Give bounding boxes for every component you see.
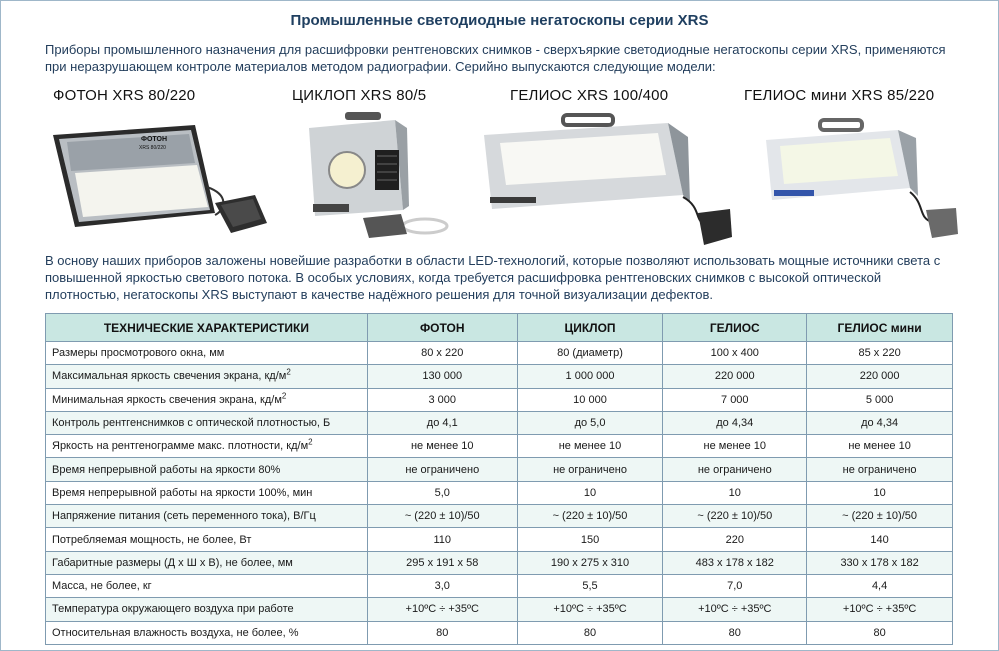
table-row [46,621,953,644]
page-title: Промышленные светодиодные негатоскопы серии XRS [290,12,709,29]
value-cell: до 5,0 [517,411,663,434]
value-cell: 5,0 [367,481,517,504]
value-cell: 110 [367,528,517,551]
model-label-tsiklop: ЦИКЛОП XRS 80/5 [292,87,427,104]
model-label-gelios-mini: ГЕЛИОС мини XRS 85/220 [744,87,935,104]
value-cell: не менее 10 [663,435,807,458]
param-cell: Максимальная яркость свечения экрана, $кд/м^2$ [46,365,368,388]
table-row [46,528,953,551]
value-cell: 10 [517,481,663,504]
value-cell: не ограничено [367,458,517,481]
value-cell: не ограничено [807,458,953,481]
value-cell: ~ (220 ± 10)/50 [807,505,953,528]
value-cell: 85 х 220 [807,342,953,365]
value-cell: 7 000 [663,388,807,411]
tsiklop-device-image [295,110,455,245]
value-cell: 190 х 275 х 310 [517,551,663,574]
table-row [46,481,953,504]
value-cell: 80 (диаметр) [517,342,663,365]
description-paragraph: В основу наших приборов заложены новейшие разработки в области LED-технологий, которые позволяют использовать мощные источники света с повышенной яркостью светового потока. В особых условиях, когда требуется расшифровка рентгеновских снимков с высокой оптической плотностью, негатоскопы XRS выступают в качестве надёжного решения для точной визуализации дефектов. [45,253,941,302]
value-cell: 150 [517,528,663,551]
value-cell: 80 [367,621,517,644]
value-cell: +10ºС ÷ +35ºС [807,598,953,621]
value-cell: 80 х 220 [367,342,517,365]
param-cell: Размеры просмотрового окна, мм [46,342,368,365]
model-label-foton: ФОТОН XRS 80/220 [53,87,196,104]
value-cell: ~ (220 ± 10)/50 [663,505,807,528]
value-cell: не ограничено [663,458,807,481]
value-cell: 80 [517,621,663,644]
value-cell: ~ (220 ± 10)/50 [367,505,517,528]
value-cell: до 4,1 [367,411,517,434]
table-row [46,458,953,481]
value-cell: +10ºС ÷ +35ºС [367,598,517,621]
specs-table [45,313,953,645]
value-cell: до 4,34 [663,411,807,434]
column-header: ФОТОН [367,314,517,342]
value-cell: +10ºС ÷ +35ºС [517,598,663,621]
value-cell: 220 000 [807,365,953,388]
value-cell: 295 х 191 х 58 [367,551,517,574]
param-cell: Минимальная яркость свечения экрана, $кд/м^2$ [46,388,368,411]
value-cell: 100 х 400 [663,342,807,365]
value-cell: 483 х 178 х 182 [663,551,807,574]
model-label-gelios: ГЕЛИОС XRS 100/400 [510,87,669,104]
gelios-mini-device-image [760,118,960,243]
value-cell: 3 000 [367,388,517,411]
value-cell: 5,5 [517,574,663,597]
table-header-row [46,314,953,342]
foton-plate-text: ФОТОН [141,136,168,143]
value-cell: не менее 10 [807,435,953,458]
param-cell: Напряжение питания (сеть переменного тока), В/Гц [46,505,368,528]
table-row [46,342,953,365]
value-cell: 3,0 [367,574,517,597]
param-cell: Время непрерывной работы на яркости 100%, мин [46,481,368,504]
value-cell: не менее 10 [367,435,517,458]
param-cell: Температура окружающего воздуха при работе [46,598,368,621]
value-cell: 10 000 [517,388,663,411]
column-header: ГЕЛИОС мини [807,314,953,342]
table-row [46,598,953,621]
param-cell: Яркость на рентгенограмме макс. плотности, $кд/м^2$ [46,435,368,458]
value-cell: 330 х 178 х 182 [807,551,953,574]
value-cell: до 4,34 [807,411,953,434]
foton-device-image [45,115,275,240]
value-cell: 10 [663,481,807,504]
column-header: ТЕХНИЧЕСКИЕ ХАРАКТЕРИСТИКИ [46,314,368,342]
value-cell: не менее 10 [517,435,663,458]
value-cell: 220 [663,528,807,551]
value-cell: 10 [807,481,953,504]
value-cell: не ограничено [517,458,663,481]
param-cell: Контроль рентгенснимков с оптической плотностью, Б [46,411,368,434]
value-cell: 130 000 [367,365,517,388]
svg-text:XRS 80/220: XRS 80/220 [139,145,166,151]
table-row [46,365,953,388]
param-cell: Масса, не более, кг [46,574,368,597]
value-cell: 7,0 [663,574,807,597]
param-cell: Время непрерывной работы на яркости 80% [46,458,368,481]
table-row [46,551,953,574]
param-cell: Габаритные размеры (Д х Ш х В), не более, мм [46,551,368,574]
value-cell: 4,4 [807,574,953,597]
value-cell: ~ (220 ± 10)/50 [517,505,663,528]
column-header: ЦИКЛОП [517,314,663,342]
value-cell: +10ºС ÷ +35ºС [663,598,807,621]
table-row [46,505,953,528]
table-row [46,411,953,434]
table-row [46,574,953,597]
value-cell: 220 000 [663,365,807,388]
intro-paragraph: Приборы промышленного назначения для расшифровки рентгеновских снимков - сверхъяркие светодиодные негатоскопы серии XRS, применяются при неразрушающем контроле материалов методом радиографии. Серийно выпускаются следующие модели: [45,42,946,74]
value-cell: 80 [663,621,807,644]
table-row [46,388,953,411]
value-cell: 140 [807,528,953,551]
param-cell: Относительная влажность воздуха, не более, % [46,621,368,644]
gelios-device-image [478,113,733,253]
value-cell: 1 000 000 [517,365,663,388]
column-header: ГЕЛИОС [663,314,807,342]
table-row [46,435,953,458]
value-cell: 80 [807,621,953,644]
value-cell: 5 000 [807,388,953,411]
param-cell: Потребляемая мощность, не более, Вт [46,528,368,551]
